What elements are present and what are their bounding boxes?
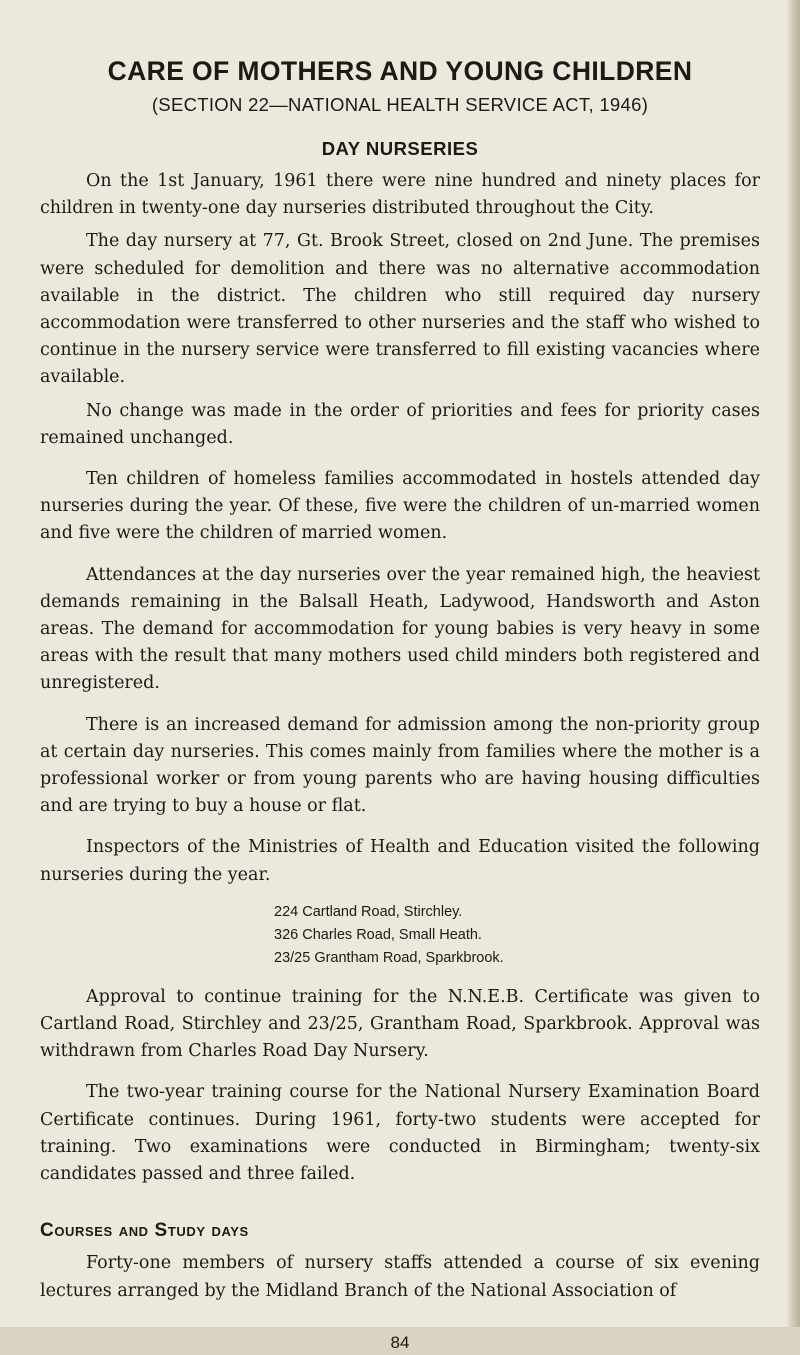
- paragraph: On the 1st January, 1961 there were nine hundred and ninety places for children in twenty-one day nurseries distributed throughout the City.: [40, 171, 760, 219]
- section-heading-day-nurseries: DAY NURSERIES: [321, 138, 479, 159]
- paragraph: Approval to continue training for the N.N.E.B. Certificate was given to Cartland Road, Stirchley and 23/25, Grantham Road, Sparkbrook. Approval was withdrawn from Charles Road Day Nursery.: [40, 986, 760, 1062]
- address-item: 326 Charles Road, Small Heath.: [274, 926, 482, 943]
- paragraph: Ten children of homeless families accommodated in hostels attended day nurseries during the year. Of these, five were the children of un-married women and five were the children of married women.: [40, 469, 760, 544]
- paragraph: The day nursery at 77, Gt. Brook Street, closed on 2nd June. The premises were scheduled for demolition and there was no alternative accommodation available in the district. The children who still required day nursery accommodation were transferred to other nurseries and the staff who wished to continue in the nursery service were transferred to fill existing vacancies where available.: [40, 231, 760, 388]
- paragraph: No change was made in the order of priorities and fees for priority cases remained unchanged.: [40, 400, 760, 448]
- paragraph: There is an increased demand for admission among the non-priority group at certain day nurseries. This comes mainly from families where the mother is a professional worker or from young parents who are having housing difficulties and are trying to buy a house or flat.: [40, 714, 760, 817]
- address-item: 23/25 Grantham Road, Sparkbrook.: [274, 949, 504, 966]
- paragraph: Attendances at the day nurseries over the year remained high, the heaviest demands remaining in the Balsall Heath, Ladywood, Handsworth and Aston areas. The demand for accommodation for young babies is very heavy in some areas with the result that many mothers used child minders both registered and unregistered.: [40, 564, 760, 694]
- page-number: 84: [390, 1332, 410, 1352]
- paragraph: Forty-one members of nursery staffs attended a course of six evening lectures arranged by the Midland Branch of the National Association of: [40, 1253, 760, 1301]
- address-item: 224 Cartland Road, Stirchley.: [274, 903, 463, 920]
- paragraph: Inspectors of the Ministries of Health and Education visited the following nurseries during the year.: [40, 837, 760, 885]
- section-heading-courses: Courses and Study days: [40, 1220, 249, 1242]
- page-edge-shadow: [786, 0, 800, 1327]
- page-title: CARE OF MOTHERS AND YOUNG CHILDREN: [107, 56, 693, 86]
- page-subtitle: (SECTION 22—NATIONAL HEALTH SERVICE ACT, 1946): [151, 94, 649, 115]
- address-list: [40, 901, 760, 970]
- paragraph: The two-year training course for the National Nursery Examination Board Certificate continues. During 1961, forty-two students were accepted for training. Two examinations were conducted in Birmingham; twenty-six candidates passed and three failed.: [40, 1082, 760, 1185]
